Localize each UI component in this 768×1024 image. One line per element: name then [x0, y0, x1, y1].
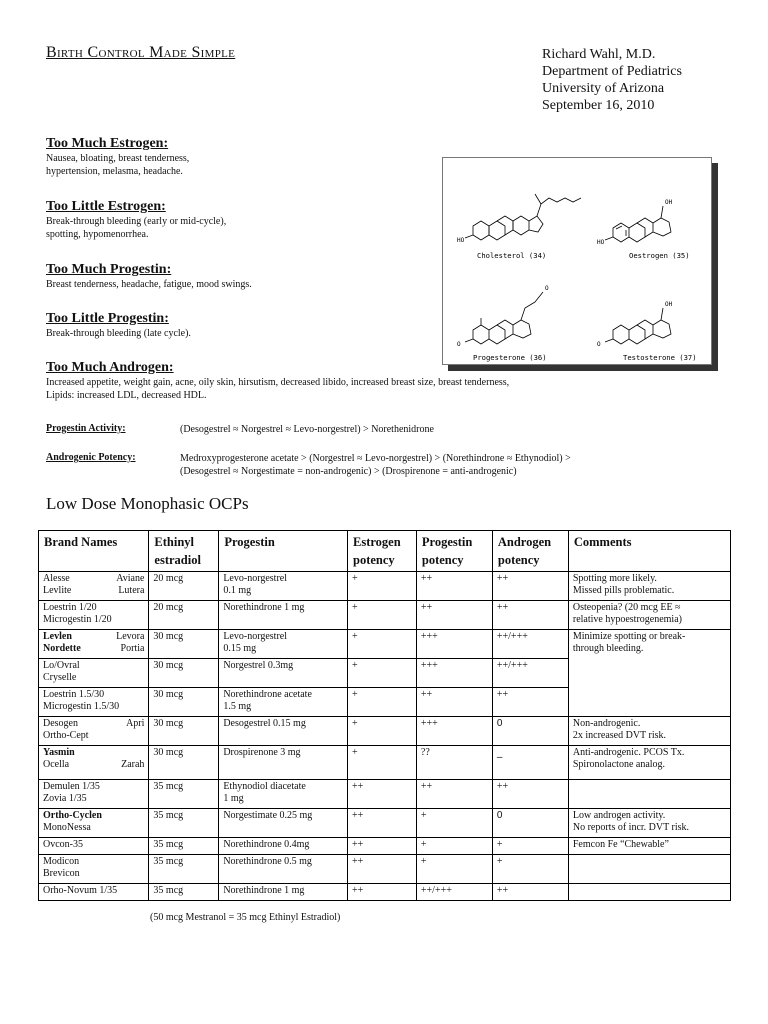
header-ethinyl-estradiol: Ethinyl estradiol: [149, 531, 219, 572]
progestin-potency-cell: ++: [416, 688, 492, 717]
androgenic-potency-label: Androgenic Potency:: [46, 452, 136, 463]
author-name: Richard Wahl, M.D.: [542, 47, 656, 62]
progestin-cell: Norethindrone 0.4mg: [219, 838, 348, 855]
androgen-potency-cell: +: [492, 838, 568, 855]
section-line: spotting, hypomenorrhea.: [46, 229, 149, 240]
section-line: Breast tenderness, headache, fatigue, mood swings.: [46, 279, 252, 290]
androgenic-potency-line: (Desogestrel ≈ Norgestimate = non-androgenic) > (Drospirenone = anti-androgenic): [180, 466, 517, 477]
comments-cell: Spotting more likely. Missed pills problematic.: [568, 572, 730, 601]
androgen-potency-cell: ++: [492, 780, 568, 809]
progestin-activity-text: (Desogestrel ≈ Norgestrel ≈ Levo-norgestrel) > Norethenidrone: [180, 424, 434, 435]
cholesterol-structure: [465, 194, 581, 240]
progestin-cell: Desogestrel 0.15 mg: [219, 717, 348, 746]
androgen-potency-cell: ++: [492, 572, 568, 601]
progestin-potency-cell: ++: [416, 572, 492, 601]
estrogen-potency-cell: +: [348, 601, 417, 630]
svg-text:OH: OH: [665, 199, 673, 206]
svg-text:HO: HO: [457, 237, 465, 244]
section-too-little-progestin: [46, 311, 191, 340]
estrogen-potency-cell: ++: [348, 838, 417, 855]
header-estrogen-potency: Estrogen potency: [348, 531, 417, 572]
ee-cell: 20 mcg: [149, 601, 219, 630]
brand-cell: Alesse Aviane Levlite Lutera: [39, 572, 149, 601]
progestin-cell: Levo-norgestrel 0.15 mg: [219, 630, 348, 659]
svg-text:O: O: [545, 285, 549, 292]
svg-text:O: O: [457, 341, 461, 348]
table-row: [39, 809, 731, 838]
estrogen-potency-cell: +: [348, 746, 417, 780]
brand-cell: Orho-Novum 1/35: [39, 884, 149, 901]
brand-cell: Levlen Levora Nordette Portia: [39, 630, 149, 659]
table-row: [39, 780, 731, 809]
estrogen-potency-cell: ++: [348, 855, 417, 884]
progestin-cell: Ethynodiol diacetate 1 mg: [219, 780, 348, 809]
section-line: Nausea, bloating, breast tenderness,: [46, 153, 190, 164]
table-row: [39, 855, 731, 884]
estrogen-potency-cell: ++: [348, 884, 417, 901]
progestin-potency-cell: +++: [416, 659, 492, 688]
estrogen-potency-cell: +: [348, 717, 417, 746]
table-header-row: [39, 531, 731, 572]
progesterone-structure: [465, 292, 543, 344]
progestin-potency-cell: +++: [416, 630, 492, 659]
brand-cell: Modicon Brevicon: [39, 855, 149, 884]
section-heading: Too Much Progestin:: [46, 262, 172, 277]
molecule-label-testosterone: Testosterone (37): [623, 353, 697, 362]
estrogen-potency-cell: +: [348, 630, 417, 659]
progestin-cell: Drospirenone 3 mg: [219, 746, 348, 780]
ee-cell: 35 mcg: [149, 838, 219, 855]
steroid-structures-diagram: [443, 158, 711, 364]
androgen-potency-cell: ++: [492, 688, 568, 717]
table-row: [39, 630, 731, 659]
brand-cell: Yasmin Ocella Zarah: [39, 746, 149, 780]
svg-text:O: O: [597, 341, 601, 348]
section-line: Lipids: increased LDL, decreased HDL.: [46, 390, 207, 401]
table-row: [39, 746, 731, 780]
author-university: University of Arizona: [542, 81, 665, 96]
ee-cell: 35 mcg: [149, 809, 219, 838]
comments-cell: Osteopenia? (20 mcg EE ≈ relative hypoestrogenemia): [568, 601, 730, 630]
progestin-cell: Levo-norgestrel 0.1 mg: [219, 572, 348, 601]
ee-cell: 30 mcg: [149, 717, 219, 746]
estrogen-potency-cell: ++: [348, 780, 417, 809]
section-line: hypertension, melasma, headache.: [46, 166, 183, 177]
estrogen-potency-cell: ++: [348, 809, 417, 838]
progestin-cell: Norethindrone 1 mg: [219, 601, 348, 630]
svg-text:OH: OH: [665, 301, 673, 308]
progestin-potency-cell: ++/+++: [416, 884, 492, 901]
molecule-label-oestrogen: Oestrogen (35): [629, 251, 690, 260]
section-heading: Too Little Estrogen:: [46, 199, 166, 214]
brand-cell: Ovcon-35: [39, 838, 149, 855]
ee-cell: 30 mcg: [149, 659, 219, 688]
progestin-potency-cell: +++: [416, 717, 492, 746]
androgen-potency-cell: ++: [492, 884, 568, 901]
header-progestin: Progestin: [219, 531, 348, 572]
table-row: [39, 838, 731, 855]
header-brand-names: Brand Names: [39, 531, 149, 572]
section-heading: Too Little Progestin:: [46, 311, 169, 326]
ee-cell: 20 mcg: [149, 572, 219, 601]
brand-cell: Loestrin 1.5/30 Microgestin 1.5/30: [39, 688, 149, 717]
molecule-label-progesterone: Progesterone (36): [473, 353, 547, 362]
comments-cell: Minimize spotting or break- through bleeding.: [568, 630, 730, 717]
author-date: September 16, 2010: [542, 98, 655, 113]
comments-cell: Anti-androgenic. PCOS Tx. Spironolactone analog.: [568, 746, 730, 780]
progestin-cell: Norethindrone 0.5 mg: [219, 855, 348, 884]
ee-cell: 35 mcg: [149, 884, 219, 901]
progestin-potency-cell: ++: [416, 601, 492, 630]
brand-cell: Ortho-Cyclen MonoNessa: [39, 809, 149, 838]
progestin-potency-cell: ++: [416, 780, 492, 809]
brand-cell: Loestrin 1/20 Microgestin 1/20: [39, 601, 149, 630]
section-too-much-progestin: [46, 262, 252, 291]
androgen-potency-cell: ++: [492, 601, 568, 630]
table-row: [39, 572, 731, 601]
androgen-potency-cell: ++/+++: [492, 659, 568, 688]
section-too-much-estrogen: [46, 136, 189, 178]
ee-cell: 35 mcg: [149, 780, 219, 809]
progestin-cell: Norethindrone 1 mg: [219, 884, 348, 901]
comments-cell: Low androgen activity. No reports of incr. DVT risk.: [568, 809, 730, 838]
comments-cell: Femcon Fe “Chewable”: [568, 838, 730, 855]
ee-cell: 35 mcg: [149, 855, 219, 884]
molecule-label-cholesterol: Cholesterol (34): [477, 251, 547, 260]
ee-cell: 30 mcg: [149, 630, 219, 659]
svg-text:HO: HO: [597, 239, 605, 246]
androgen-potency-cell: –: [492, 746, 568, 780]
progestin-cell: Norgestimate 0.25 mg: [219, 809, 348, 838]
footnote: (50 mcg Mestranol = 35 mcg Ethinyl Estradiol): [150, 912, 341, 923]
table-title: Low Dose Monophasic OCPs: [46, 494, 249, 513]
ee-cell: 30 mcg: [149, 688, 219, 717]
progestin-potency-cell: +: [416, 855, 492, 884]
estrogen-potency-cell: +: [348, 572, 417, 601]
comments-cell: [568, 884, 730, 901]
androgenic-potency-line: Medroxyprogesterone acetate > (Norgestrel ≈ Levo-norgestrel) > (Norethindrone ≈ Ethynodiol) >: [180, 453, 571, 464]
header-progestin-potency: Progestin potency: [416, 531, 492, 572]
author-department: Department of Pediatrics: [542, 64, 682, 79]
steroid-structures-figure: [442, 157, 712, 365]
androgen-potency-cell: 0: [492, 809, 568, 838]
ocp-table: [38, 530, 731, 901]
progestin-potency-cell: +: [416, 809, 492, 838]
section-line: Break-through bleeding (early or mid-cycle),: [46, 216, 227, 227]
progestin-cell: Norethindrone acetate 1.5 mg: [219, 688, 348, 717]
brand-cell: Desogen Apri Ortho-Cept: [39, 717, 149, 746]
table-row: [39, 601, 731, 630]
brand-cell: Lo/Ovral Cryselle: [39, 659, 149, 688]
brand-cell: Demulen 1/35 Zovia 1/35: [39, 780, 149, 809]
section-line: Break-through bleeding (late cycle).: [46, 328, 191, 339]
header-androgen-potency: Androgen potency: [492, 531, 568, 572]
author-block: [542, 46, 682, 114]
androgen-potency-cell: +: [492, 855, 568, 884]
progestin-cell: Norgestrel 0.3mg: [219, 659, 348, 688]
androgen-potency-cell: 0: [492, 717, 568, 746]
estrogen-potency-cell: +: [348, 659, 417, 688]
section-too-much-androgen: [46, 360, 736, 402]
ee-cell: 30 mcg: [149, 746, 219, 780]
section-heading: Too Much Androgen:: [46, 360, 174, 375]
comments-cell: [568, 855, 730, 884]
section-too-little-estrogen: [46, 199, 226, 241]
section-heading: Too Much Estrogen:: [46, 136, 169, 151]
estrogen-potency-cell: +: [348, 688, 417, 717]
progestin-potency-cell: ??: [416, 746, 492, 780]
table-row: [39, 884, 731, 901]
comments-cell: Non-androgenic. 2x increased DVT risk.: [568, 717, 730, 746]
document-title: Birth Control Made Simple: [46, 44, 236, 61]
androgenic-potency-text: [180, 452, 571, 478]
table-row: [39, 717, 731, 746]
oestrogen-structure: [605, 206, 671, 242]
section-line: Increased appetite, weight gain, acne, oily skin, hirsutism, decreased libido, increased breast size, breast tenderness,: [46, 377, 510, 388]
progestin-potency-cell: +: [416, 838, 492, 855]
testosterone-structure: [605, 308, 671, 344]
header-comments: Comments: [568, 531, 730, 572]
progestin-activity-label: Progestin Activity:: [46, 423, 126, 434]
androgen-potency-cell: ++/+++: [492, 630, 568, 659]
comments-cell: [568, 780, 730, 809]
